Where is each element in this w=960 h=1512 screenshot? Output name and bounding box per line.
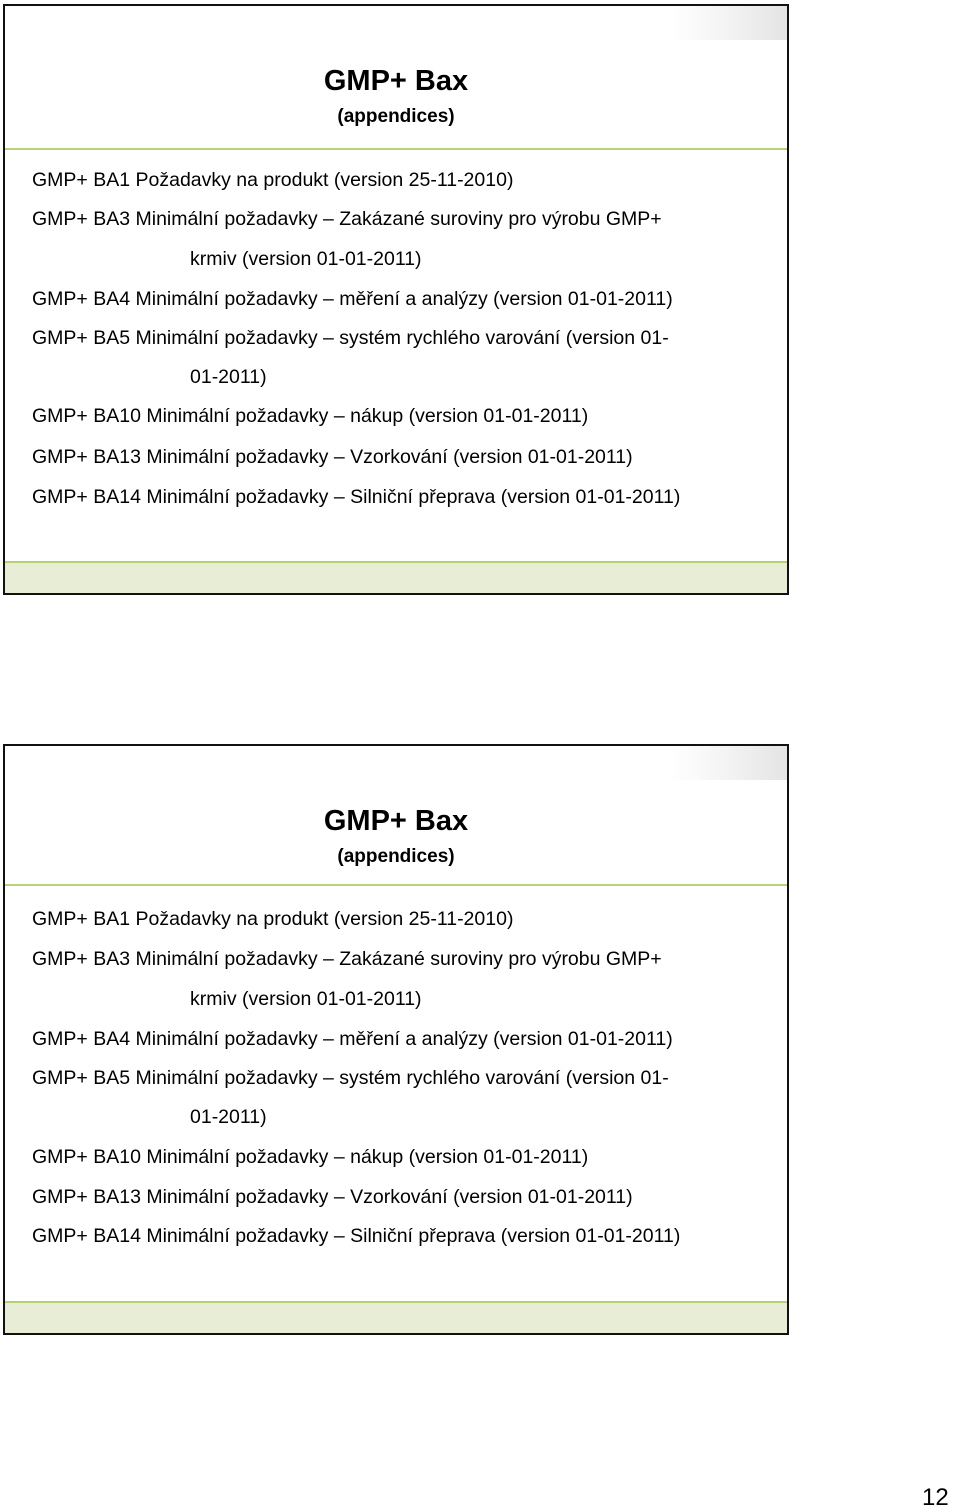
slide-2 [3,744,789,1335]
list-item: GMP+ BA13 Minimální požadavky – Vzorkování (version 01-01-2011) [32,446,633,468]
list-item-continuation: 01-2011) [190,366,267,388]
slide-header-band [5,6,787,40]
list-item-continuation: 01-2011) [190,1106,267,1128]
list-item: GMP+ BA14 Minimální požadavky – Silniční přeprava (version 01-01-2011) [32,1225,681,1247]
list-item: GMP+ BA5 Minimální požadavky – systém rychlého varování (version 01- [32,1067,669,1089]
title-divider [5,148,787,150]
list-item: GMP+ BA13 Minimální požadavky – Vzorkování (version 01-01-2011) [32,1186,633,1208]
list-item: GMP+ BA10 Minimální požadavky – nákup (version 01-01-2011) [32,1146,589,1168]
list-item: GMP+ BA1 Požadavky na produkt (version 25-11-2010) [32,169,514,191]
slide-header-band [5,746,787,780]
slide-subtitle: (appendices) [337,846,455,867]
list-item-continuation: krmiv (version 01-01-2011) [190,248,422,270]
list-item-continuation: krmiv (version 01-01-2011) [190,988,422,1010]
page-number: 12 [922,1484,949,1511]
title-divider [5,884,787,886]
slide-title: GMP+ Bax [323,65,469,97]
list-item: GMP+ BA4 Minimální požadavky – měření a analýzy (version 01-01-2011) [32,288,673,310]
footer-bar [5,1303,787,1333]
list-item: GMP+ BA3 Minimální požadavky – Zakázané suroviny pro výrobu GMP+ [32,948,662,970]
list-item: GMP+ BA10 Minimální požadavky – nákup (version 01-01-2011) [32,405,589,427]
list-item: GMP+ BA4 Minimální požadavky – měření a analýzy (version 01-01-2011) [32,1028,673,1050]
list-item: GMP+ BA5 Minimální požadavky – systém rychlého varování (version 01- [32,327,669,349]
slide-subtitle: (appendices) [337,106,455,127]
footer-bar [5,563,787,593]
list-item: GMP+ BA1 Požadavky na produkt (version 25-11-2010) [32,908,514,930]
slide-1 [3,4,789,595]
list-item: GMP+ BA3 Minimální požadavky – Zakázané suroviny pro výrobu GMP+ [32,208,662,230]
list-item: GMP+ BA14 Minimální požadavky – Silniční přeprava (version 01-01-2011) [32,486,681,508]
slide-title: GMP+ Bax [323,805,469,837]
